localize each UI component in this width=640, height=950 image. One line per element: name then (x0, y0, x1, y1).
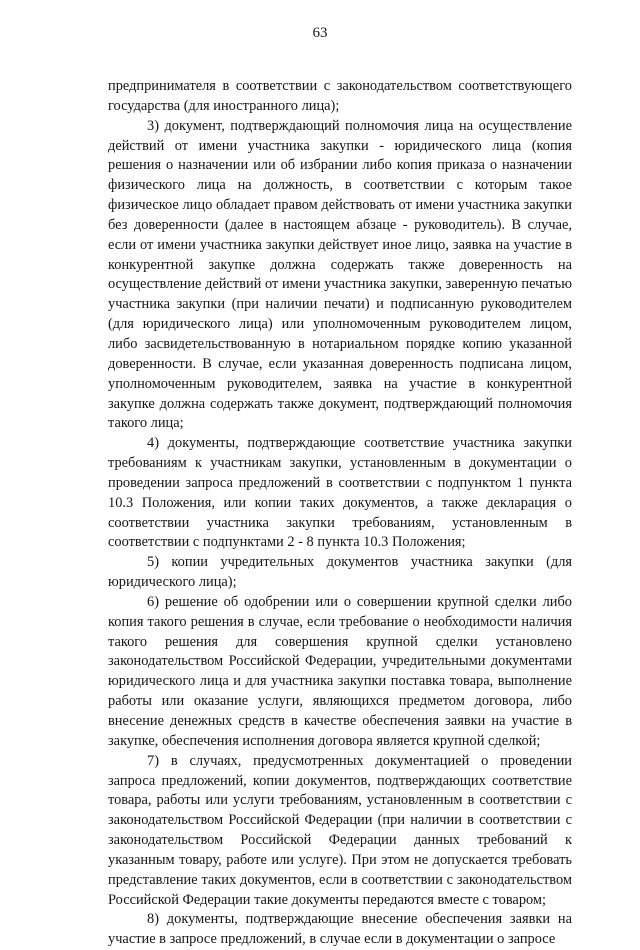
page-body (108, 77, 572, 950)
paragraph-item-7: 7) в случаях, предусмотренных документацией о проведении запроса предложений, копии документов, подтверждающих соответствие товара, работы или услуги требованиям, установленным в соответствии с законодательством Российской Федерации (при наличии в соответствии с законодательством Российской Федерации данных требований к указанным товару, работе или услуге). При этом не допускается требовать представление таких документов, если в соответствии с законодательством Российской Федерации такие документы передаются вместе с товаром; (108, 752, 572, 908)
paragraph-item-5: 5) копии учредительных документов участника закупки (для юридического лица); (108, 554, 572, 591)
paragraph-item-3: 3) документ, подтверждающий полномочия лица на осуществление действий от имени участника закупки - юридического лица (копия решения о назначении или об избрании либо копия приказа о назначении физического лица на должность, в соответствии с которым такое физическое лицо обладает правом действовать от имени участника закупки без доверенности (далее в настоящем абзаце - руководитель). В случае, если от имени участника закупки действует иное лицо, заявка на участие в конкурентной закупке должна содержать также доверенность на осуществление действий от имени участника закупки, заверенную печатью участника закупки (при наличии печати) и подписанную руководителем (для юридического лица) или уполномоченным руководителем лицом, либо засвидетельствованную в нотариальном порядке копию указанной доверенности. В случае, если указанная доверенность подписана лицом, уполномоченным руководителем, заявка на участие в конкурентной закупке должна содержать также документ, подтверждающий полномочия такого лица; (108, 117, 572, 432)
paragraph-item-8: 8) документы, подтверждающие внесение обеспечения заявки на участие в запросе предложений, в случае если в документации о запросе (108, 911, 572, 948)
paragraph-item-4: 4) документы, подтверждающие соответствие участника закупки требованиям к участникам закупки, установленным в документации о проведении запроса предложений в соответствии с подпунктом 1 пункта 10.3 Положения, или копии таких документов, а также декларация о соответствии участника закупки требованиям, установленным в соответствии с подпунктами 2 - 8 пункта 10.3 Положения; (108, 435, 572, 551)
paragraph-continuation: предпринимателя в соответствии с законодательством соответствующего государства (для иностранного лица); (108, 78, 572, 114)
page-number: 63 (312, 25, 328, 41)
paragraph-item-6: 6) решение об одобрении или о совершении крупной сделки либо копия такого решения в случае, если требование о необходимости наличия такого решения для совершения крупной сделки установлено законодательством Российской Федерации, учредительными документами юридического лица и для участника закупки поставка товара, выполнение работы или оказание услуги, являющихся предметом договора, либо внесение денежных средств в качестве обеспечения заявки на участие в закупке, обеспечения исполнения договора является крупной сделкой; (108, 593, 572, 749)
